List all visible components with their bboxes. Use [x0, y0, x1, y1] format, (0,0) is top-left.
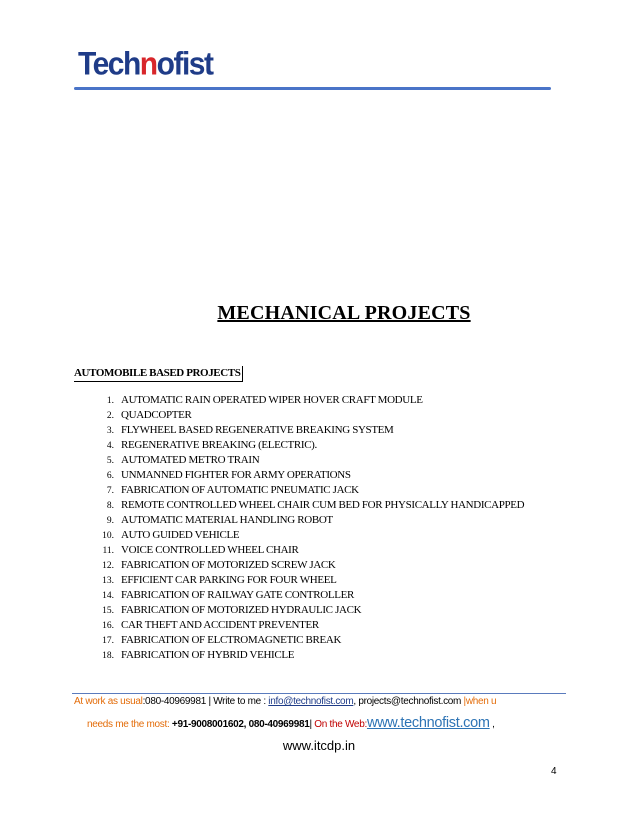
section-heading: AUTOMOBILE BASED PROJECTS — [74, 366, 243, 382]
list-item-label: EFFICIENT CAR PARKING FOR FOUR WHEEL — [121, 574, 337, 586]
list-item-label: QUADCOPTER — [121, 409, 192, 421]
list-item-label: FABRICATION OF MOTORIZED SCREW JACK — [121, 559, 336, 571]
phone-numbers: +91-9008001602, 080-40969981 — [171, 719, 310, 730]
website-link[interactable]: www.technofist.com — [366, 715, 490, 731]
page-number: 4 — [551, 766, 557, 777]
list-item — [74, 633, 524, 648]
list-item — [74, 543, 524, 558]
list-item-label: VOICE CONTROLLED WHEEL CHAIR — [121, 544, 299, 556]
list-item-label: CAR THEFT AND ACCIDENT PREVENTER — [121, 619, 319, 631]
list-item-number: 4. — [106, 441, 114, 451]
logo-accent-letter: n — [139, 46, 157, 83]
list-item-number: 15. — [102, 606, 114, 616]
logo-wordmark: Technofist — [78, 46, 213, 83]
list-item-number: 1. — [106, 396, 114, 406]
list-item-number: 5. — [106, 456, 114, 466]
project-list — [74, 393, 524, 663]
list-item-number: 6. — [106, 471, 114, 481]
list-item — [74, 393, 524, 408]
list-item — [74, 618, 524, 633]
list-item-label: AUTOMATIC MATERIAL HANDLING ROBOT — [121, 514, 333, 526]
footer-contact-line: At work as usual:080-40969981 | Write to me : info@technofist.com, projects@technofist.com |when u — [74, 696, 497, 707]
list-item — [74, 423, 524, 438]
technofist-logo — [78, 44, 213, 83]
list-item-number: 12. — [102, 561, 114, 571]
list-item — [74, 588, 524, 603]
list-item-number: 10. — [102, 531, 114, 541]
list-item-label: AUTOMATIC RAIN OPERATED WIPER HOVER CRAFT MODULE — [121, 394, 423, 406]
list-item-number: 11. — [102, 546, 114, 556]
list-item-number: 14. — [102, 591, 114, 601]
list-item-label: UNMANNED FIGHTER FOR ARMY OPERATIONS — [121, 469, 351, 481]
list-item — [74, 453, 524, 468]
list-item — [74, 468, 524, 483]
list-item-number: 16. — [102, 621, 114, 631]
list-item-number: 18. — [102, 651, 114, 661]
footer-website-line — [0, 738, 638, 753]
list-item-number: 8. — [106, 501, 114, 511]
list-item — [74, 438, 524, 453]
website-link-2[interactable]: www.itcdp.in — [282, 738, 356, 753]
list-item-label: AUTOMATED METRO TRAIN — [121, 454, 260, 466]
list-item-number: 9. — [106, 516, 114, 526]
list-item-number: 3. — [106, 426, 114, 436]
list-item-label: REMOTE CONTROLLED WHEEL CHAIR CUM BED FOR PHYSICALLY HANDICAPPED — [121, 499, 525, 511]
list-item — [74, 573, 524, 588]
list-item — [74, 513, 524, 528]
list-item-label: FABRICATION OF HYBRID VEHICLE — [121, 649, 295, 661]
list-item — [74, 558, 524, 573]
list-item-number: 13. — [102, 576, 114, 586]
list-item — [74, 408, 524, 423]
header-divider — [74, 87, 551, 90]
list-item-number: 17. — [102, 636, 114, 646]
list-item-label: FABRICATION OF RAILWAY GATE CONTROLLER — [121, 589, 354, 601]
list-item-label: REGENERATIVE BREAKING (ELECTRIC). — [121, 439, 317, 451]
footer-divider — [72, 693, 566, 694]
list-item-number: 2. — [106, 411, 114, 421]
list-item — [74, 648, 524, 663]
footer-phone-line: needs me the most: +91-9008001602, 080-40969981| On the Web:www.technofist.com , — [87, 715, 495, 731]
list-item — [74, 528, 524, 543]
list-item-label: AUTO GUIDED VEHICLE — [121, 529, 240, 541]
list-item — [74, 498, 524, 513]
list-item-label: FABRICATION OF AUTOMATIC PNEUMATIC JACK — [121, 484, 359, 496]
list-item — [74, 483, 524, 498]
page-title: MECHANICAL PROJECTS — [217, 302, 471, 324]
list-item-number: 7. — [106, 486, 114, 496]
list-item-label: FLYWHEEL BASED REGENERATIVE BREAKING SYSTEM — [121, 424, 394, 436]
list-item-label: FABRICATION OF MOTORIZED HYDRAULIC JACK — [121, 604, 362, 616]
list-item-label: FABRICATION OF ELCTROMAGNETIC BREAK — [121, 634, 342, 646]
list-item — [74, 603, 524, 618]
email-link[interactable]: info@technofist.com — [268, 696, 354, 707]
